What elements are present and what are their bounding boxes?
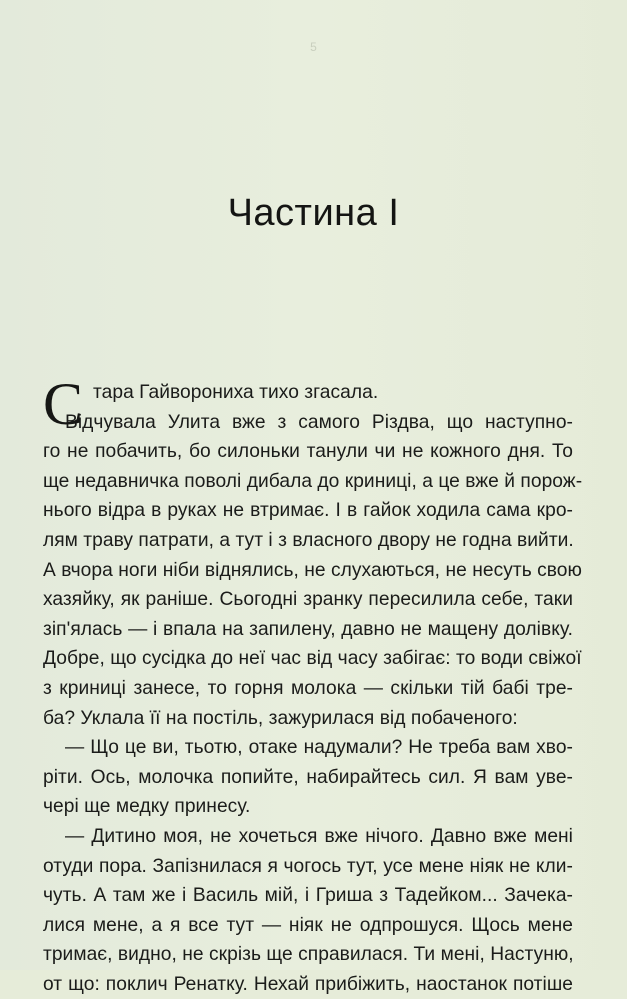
text-line: — Що це ви, тьотю, отаке надумали? Не треба вам хво- (65, 737, 573, 759)
text-line: лися мене, а я все тут — ніяк не одпрошуся. Щось мене (43, 914, 573, 936)
text-line: нього відра в руках не втримає. І в гайок ходила сама кро- (43, 500, 573, 522)
text-line: ще недавничка поволі дибала до криниці, а це вже й порож- (43, 470, 583, 492)
chapter-title: Частина I (227, 192, 400, 234)
text-line: Добре, що сусідка до неї час від часу забігає: то води свіжої (43, 648, 582, 670)
text-line-1-content: тара Гайворониха тихо згасала. (93, 382, 379, 403)
page-number: 5 (310, 40, 317, 54)
text-line: ба? Уклала її на постіль, зажурилася від побаченого: (43, 707, 518, 729)
text-line: — Дитино моя, не хочеться вже нічого. Давно вже мені (65, 825, 573, 847)
text-line: от що: поклич Ренатку. Нехай прибіжить, наостанок потіше (43, 973, 573, 995)
text-line: з криниці занесе, то горня молока — скільки тій бабі тре- (43, 677, 573, 699)
dropcap-letter: С (43, 371, 84, 437)
text-line: лям траву патрати, а тут і з власного двору не годна вийти. (43, 529, 574, 551)
text-line: го не побачить, бо силоньки танули чи не кожного дня. То (43, 441, 573, 463)
text-line: зіп'ялась — і впала на запилену, давно не мащену долівку. (43, 618, 573, 640)
text-line: тримає, видно, не скрізь ще справилася. Ти мені, Настуню, (43, 944, 574, 966)
text-line: чері ще медку принесу. (43, 796, 251, 818)
text-line: Відчувала Улита вже з самого Різдва, що наступно- (65, 411, 573, 433)
text-line: чуть. А там же і Василь мій, і Гриша з Тадейком... Зачека- (43, 885, 573, 907)
text-line: А вчора ноги ніби віднялись, не слухаються, не несуть свою (43, 559, 582, 581)
chapter-body-text (43, 371, 583, 999)
text-line: ріти. Ось, молочка попийте, набирайтесь сил. Я вам уве- (43, 766, 573, 788)
text-line: отуди пора. Запізнилася я чогось тут, усе мене ніяк не кли- (43, 855, 573, 877)
text-line: хазяйку, як раніше. Сьогодні зранку пересилила себе, таки (43, 589, 573, 611)
